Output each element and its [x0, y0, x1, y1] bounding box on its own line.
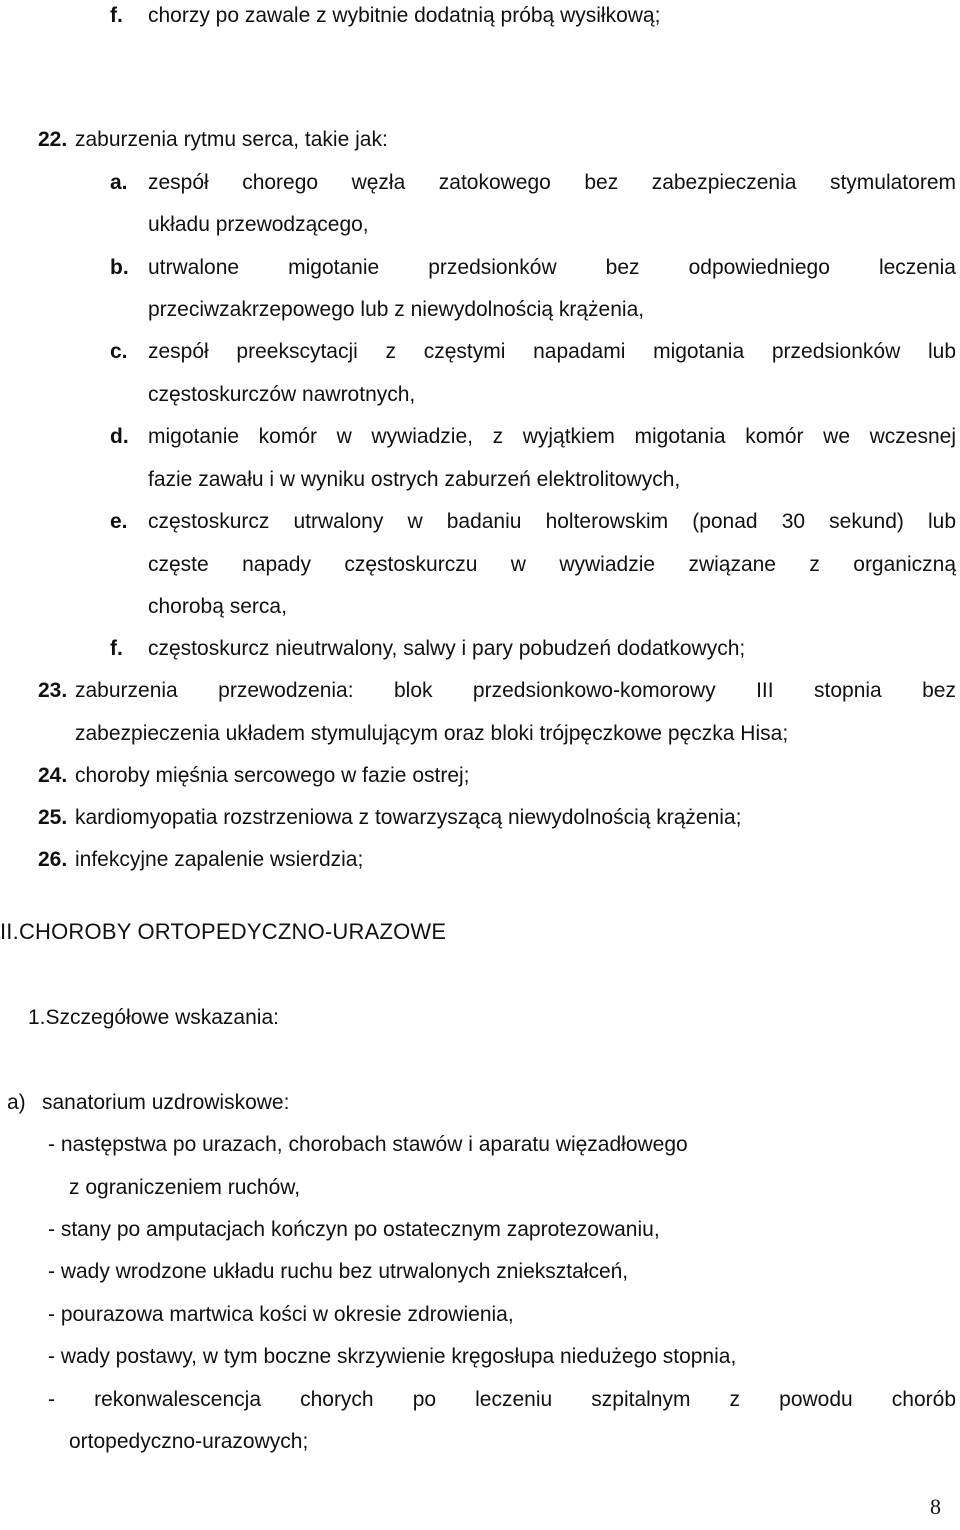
item-text: zaburzenia rytmu serca, takie jak: — [75, 128, 388, 151]
list-item-text: chorobą serca, — [148, 595, 287, 618]
subsection-title: Szczegółowe wskazania: — [45, 1006, 279, 1029]
section-heading: II.CHOROBY ORTOPEDYCZNO-URAZOWE — [0, 919, 447, 944]
item-text: kardiomyopatia rozstrzeniowa z towarzyszącą niewydolnością krążenia; — [75, 806, 742, 829]
subsection-heading — [28, 1005, 279, 1031]
bullet-item: - stany po amputacjach kończyn po ostatecznym zaprotezowaniu, — [48, 1218, 660, 1241]
item-text: choroby mięśnia sercowego w fazie ostrej; — [75, 764, 470, 787]
bullet-item: - pourazowa martwica kości w okresie zdrowienia, — [48, 1303, 514, 1326]
item-number: 24. — [38, 764, 68, 787]
item-number: 23. — [38, 679, 68, 702]
list-heading: sanatorium uzdrowiskowe: — [42, 1091, 290, 1114]
list-item-text: częstoskurcz nieutrwalony, salwy i pary pobudzeń dodatkowych; — [148, 637, 746, 660]
list-item-text: częste napady częstoskurczu w wywiadzie związane z organiczną — [148, 553, 956, 576]
list-marker: a) — [7, 1091, 26, 1114]
list-marker: c. — [110, 340, 128, 363]
list-marker: b. — [110, 256, 129, 279]
list-marker: d. — [110, 425, 129, 448]
bullet-item: z ograniczeniem ruchów, — [69, 1176, 301, 1199]
list-item-text: chorzy po zawale z wybitnie dodatnią próbą wysiłkową; — [148, 4, 661, 27]
list-item-text: układu przewodzącego, — [148, 213, 369, 236]
list-item-text: utrwalone migotanie przedsionków bez odpowiedniego leczenia — [148, 256, 956, 279]
list-marker: f. — [110, 4, 123, 27]
item-text: zaburzenia przewodzenia: blok przedsionkowo-komorowy III stopnia bez — [75, 679, 956, 702]
list-marker: e. — [110, 510, 128, 533]
list-item-text: migotanie komór w wywiadzie, z wyjątkiem migotania komór we wczesnej — [148, 425, 956, 448]
bullet-item: - następstwa po urazach, chorobach stawów i aparatu więzadłowego — [48, 1133, 688, 1156]
list-item-text: zespół chorego węzła zatokowego bez zabezpieczenia stymulatorem — [148, 171, 956, 194]
bullet-item: - wady wrodzone układu ruchu bez utrwalonych zniekształceń, — [48, 1260, 629, 1283]
subsection-number: 1. — [28, 1006, 46, 1029]
list-marker: f. — [110, 637, 123, 660]
list-item-text: zespół preekscytacji z częstymi napadami migotania przedsionków lub — [148, 340, 956, 363]
item-text: infekcyjne zapalenie wsierdzia; — [75, 848, 364, 871]
section-number: II — [0, 919, 13, 944]
section-title: CHOROBY ORTOPEDYCZNO-URAZOWE — [18, 919, 447, 944]
list-item-text: częstoskurcz utrwalony w badaniu holterowskim (ponad 30 sekund) lub — [148, 510, 956, 533]
bullet-item: - wady postawy, w tym boczne skrzywienie kręgosłupa niedużego stopnia, — [48, 1345, 737, 1368]
list-item-text: przeciwzakrzepowego lub z niewydolnością krążenia, — [148, 298, 645, 321]
item-number: 22. — [38, 128, 68, 151]
item-text: zabezpieczenia układem stymulującym oraz bloki trójpęczkowe pęczka Hisa; — [75, 722, 789, 745]
item-number: 26. — [38, 848, 68, 871]
list-item-text: częstoskurczów nawrotnych, — [148, 383, 416, 406]
page-number: 8 — [930, 1494, 941, 1519]
list-marker: a. — [110, 171, 128, 194]
bullet-item: ortopedyczno-urazowych; — [69, 1430, 309, 1453]
list-item-text: fazie zawału i w wyniku ostrych zaburzeń elektrolitowych, — [148, 468, 681, 491]
bullet-item: - rekonwalescencja chorych po leczeniu szpitalnym z powodu chorób — [48, 1388, 956, 1411]
item-number: 25. — [38, 806, 68, 829]
